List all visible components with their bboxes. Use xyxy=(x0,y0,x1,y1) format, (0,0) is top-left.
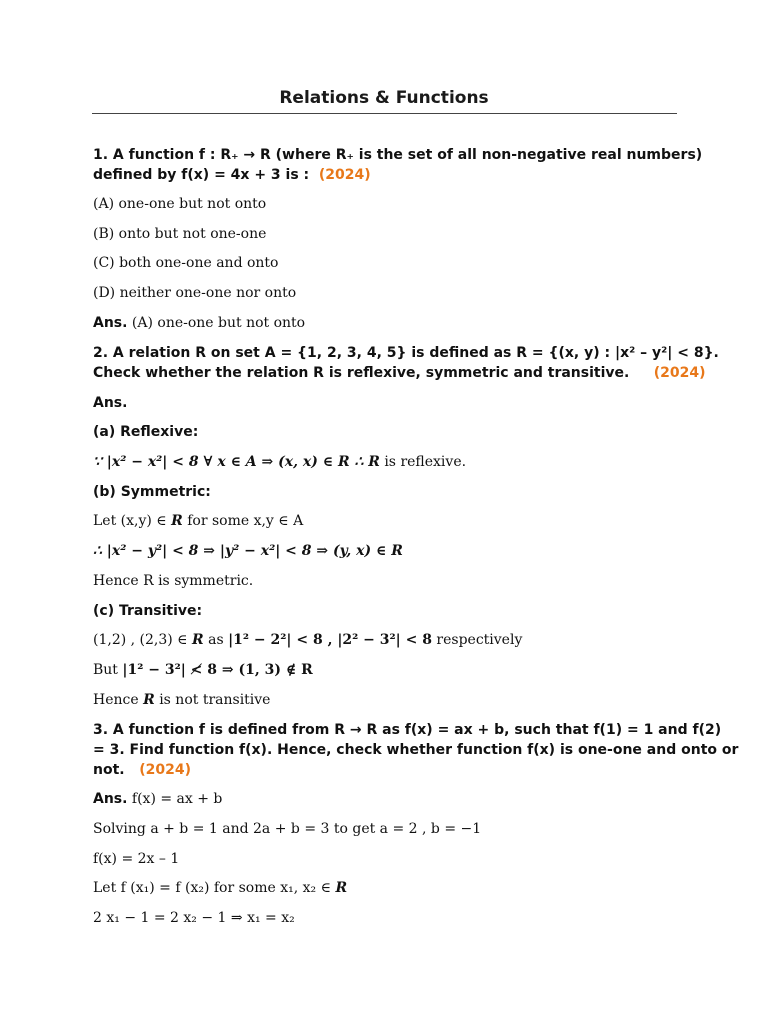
reflexive-tail: is reflexive. xyxy=(384,454,467,470)
q3-l3-set: R xyxy=(335,880,348,896)
q1-option-d: (D) neither one-one nor onto xyxy=(93,285,297,301)
q1-year: (2024) xyxy=(318,167,371,183)
q1-answer-label: Ans. xyxy=(93,315,128,331)
tr-line1-pairs: (1,2) , (2,3) ∈ xyxy=(93,632,188,648)
q3-solution-line1: Solving a + b = 1 and 2a + b = 3 to get a = 2 , b = −1 xyxy=(93,821,482,837)
q2-text-line1: 2. A relation R on set A = {1, 2, 3, 4, 5} is defined as R = {(x, y) : |x² – y²| < 8}. xyxy=(93,345,719,361)
q1-option-c: (C) both one-one and onto xyxy=(93,255,279,271)
q3-text-line1: 3. A function f is defined from R → R as f(x) = ax + b, such that f(1) = 1 and f(2) xyxy=(93,722,722,738)
tr-line2-math: |1² − 3²| ≮ 8 ⇒ (1, 3) ∉ R xyxy=(122,662,313,678)
transitive-line3 xyxy=(93,690,270,710)
sym-line1-tail: for some x,y ∈ A xyxy=(187,513,304,529)
sym-line1-set: R xyxy=(171,513,183,529)
symmetric-heading: (b) Symmetric: xyxy=(93,484,211,500)
tr-line1-tail: respectively xyxy=(436,632,523,648)
q1-text: defined by f(x) = 4x + 3 is : xyxy=(93,167,310,183)
tr-line3-set: R xyxy=(143,692,155,708)
transitive-heading: (c) Transitive: xyxy=(93,603,203,619)
sym-line1-text: Let (x,y) ∈ xyxy=(93,513,167,529)
transitive-line2 xyxy=(93,660,313,680)
q2-text: Check whether the relation R is reflexive, symmetric and transitive. xyxy=(93,365,630,381)
reflexive-heading: (a) Reflexive: xyxy=(93,424,199,440)
transitive-line1 xyxy=(93,630,522,650)
q2-year: (2024) xyxy=(653,365,706,381)
q1-text-line2 xyxy=(93,165,371,185)
page-title: Relations & Functions xyxy=(279,88,489,108)
q1-option-a: (A) one-one but not onto xyxy=(93,196,267,212)
symmetric-line2: ∴ |x² − y²| < 8 ⇒ |y² − x²| < 8 ⇒ (y, x) ∈ R xyxy=(93,543,403,559)
q2-text-line2 xyxy=(93,363,705,383)
tr-line1-math: |1² − 2²| < 8 , |2² − 3²| < 8 xyxy=(228,632,432,648)
q2-answer-label: Ans. xyxy=(93,395,128,411)
q1-answer-text: (A) one-one but not onto xyxy=(131,315,306,331)
tr-line3-tail: is not transitive xyxy=(159,692,271,708)
tr-line1-as: as xyxy=(208,632,224,648)
q3-solution-line3 xyxy=(93,878,347,898)
symmetric-line3: Hence R is symmetric. xyxy=(93,573,254,589)
title-divider xyxy=(92,113,677,114)
q3-text: not. xyxy=(93,762,125,778)
q3-text-line2: = 3. Find function f(x). Hence, check whether function f(x) is one-one and onto or xyxy=(93,742,739,758)
tr-line1-set: R xyxy=(192,632,204,648)
reflexive-line xyxy=(93,452,466,472)
q1-text-line1: 1. A function f : R₊ → R (where R₊ is the set of all non-negative real numbers) xyxy=(93,147,703,163)
q3-l3-text: Let f (x₁) = f (x₂) for some x₁, x₂ ∈ xyxy=(93,880,331,896)
q3-answer xyxy=(93,789,222,809)
q1-answer xyxy=(93,313,305,333)
q3-year: (2024) xyxy=(139,762,191,778)
q3-text-line3 xyxy=(93,760,191,780)
q3-answer-text: f(x) = ax + b xyxy=(131,791,223,807)
symmetric-line1 xyxy=(93,511,303,531)
tr-line2-but: But xyxy=(93,662,118,678)
q3-answer-label: Ans. xyxy=(93,791,128,807)
q3-solution-line4: 2 x₁ − 1 = 2 x₂ − 1 ⇒ x₁ = x₂ xyxy=(93,910,295,926)
q3-solution-line2: f(x) = 2x – 1 xyxy=(93,851,180,867)
reflexive-math: ∵ |x² − x²| < 8 ∀ x ∈ A ⇒ (x, x) ∈ R ∴ R xyxy=(93,454,380,470)
tr-line3-hence: Hence xyxy=(93,692,139,708)
q1-option-b: (B) onto but not one-one xyxy=(93,226,267,242)
